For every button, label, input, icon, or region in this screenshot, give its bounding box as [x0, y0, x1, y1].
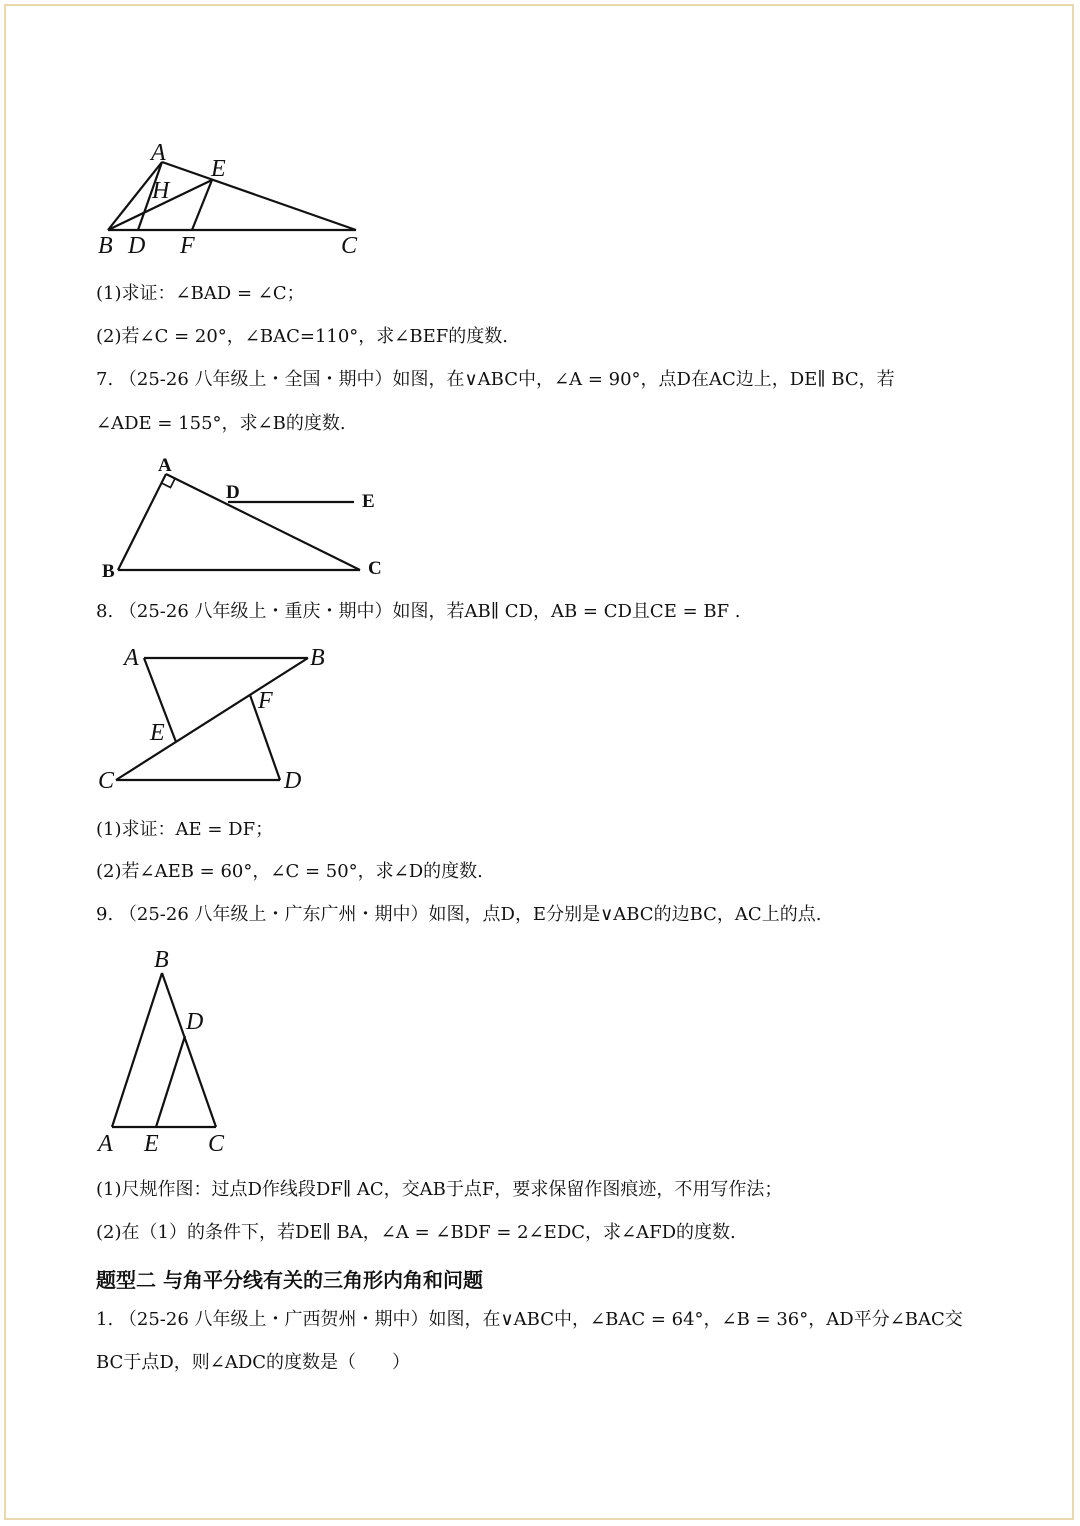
figure-q9-triangle [96, 945, 246, 1160]
label-b: B [102, 561, 115, 582]
label-f: F [180, 233, 195, 259]
label-d: D [226, 482, 240, 503]
label-d: D [186, 1009, 204, 1035]
section-heading: 题型二 与角平分线有关的三角形内角和问题 [96, 1268, 483, 1292]
s2-q1-line2: BC于点D，则∠ADC的度数是（ ） [96, 1352, 411, 1373]
segment-bc [162, 973, 216, 1127]
segment-ab [118, 474, 166, 570]
segment-ac [162, 162, 356, 230]
label-e: E [362, 491, 375, 512]
q6-part1: (1)求证：∠BAD = ∠C； [96, 283, 305, 304]
label-e: E [150, 720, 165, 746]
q9-part1: (1)尺规作图：过点D作线段DF∥ AC，交AB于点F，要求保留作图痕迹，不用写作法； [96, 1179, 783, 1200]
label-f: F [258, 688, 273, 714]
q9-part2: (2)在（1）的条件下，若DE∥ BA，∠A = ∠BDF = 2∠EDC，求∠AFD的度数. [96, 1222, 736, 1243]
label-e: E [144, 1131, 159, 1157]
segment-ac [166, 474, 360, 570]
label-c: C [98, 768, 115, 794]
label-c: C [368, 558, 382, 579]
q8-part2: (2)若∠AEB = 60°，∠C = 50°，求∠D的度数. [96, 861, 483, 882]
segment-ab [112, 973, 162, 1127]
label-b: B [98, 233, 113, 259]
label-b: B [310, 645, 325, 671]
label-a: A [158, 455, 172, 476]
figure-q6-triangle-abc [96, 140, 376, 265]
label-c: C [341, 233, 358, 259]
segment-bc [116, 658, 308, 780]
label-c: C [208, 1131, 225, 1157]
label-h: H [152, 178, 170, 204]
figure-q8-parallel-segments [96, 642, 356, 802]
q7-stem-line2: ∠ADE = 155°，求∠B的度数. [96, 413, 346, 434]
label-a: A [124, 645, 139, 671]
q8-part1: (1)求证：AE = DF； [96, 819, 274, 840]
q7-stem-line1: 7. （25-26 八年级上・全国・期中）如图，在∨ABC中，∠A = 90°，点D在AC边上，DE∥ BC，若 [96, 369, 895, 390]
label-b: B [154, 947, 169, 973]
q8-stem-line1: 8. （25-26 八年级上・重庆・期中）如图，若AB∥ CD，AB = CD且CE = BF . [96, 601, 741, 622]
s2-q1-line1: 1. （25-26 八年级上・广西贺州・期中）如图，在∨ABC中，∠BAC = 64°，∠B = 36°，AD平分∠BAC交 [96, 1309, 963, 1330]
label-a: A [98, 1131, 113, 1157]
figure-q7-right-triangle [96, 452, 396, 582]
q9-stem-line1: 9. （25-26 八年级上・广东广州・期中）如图，点D，E分别是∨ABC的边BC，AC上的点. [96, 904, 822, 925]
label-d: D [284, 768, 302, 794]
segment-de [156, 1036, 185, 1127]
label-a: A [151, 140, 166, 166]
label-e: E [211, 156, 226, 182]
q6-part2: (2)若∠C = 20°，∠BAC=110°，求∠BEF的度数. [96, 326, 508, 347]
label-d: D [128, 233, 146, 259]
